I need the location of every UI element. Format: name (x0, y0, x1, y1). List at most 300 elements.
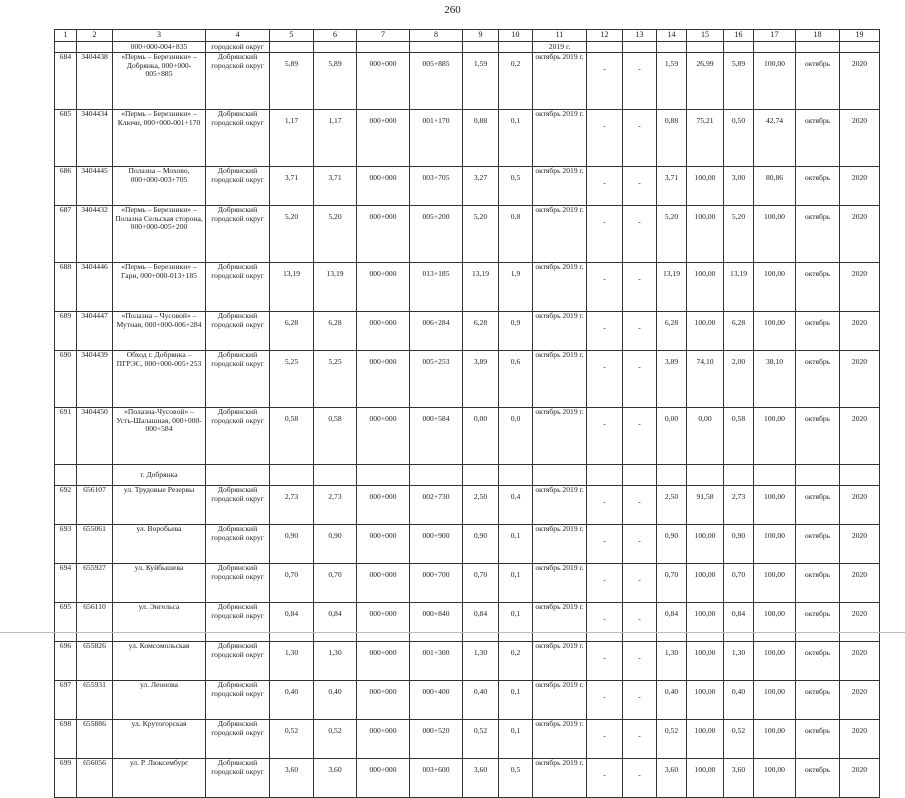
dash-cell: - (587, 603, 623, 642)
length-cell: 0,70 (270, 564, 314, 603)
dash-cell: - (623, 564, 657, 603)
dash-cell: - (587, 486, 623, 525)
table-cell (754, 42, 796, 53)
normative-percent-cell: 100,00 (687, 603, 724, 642)
normative-length-cell: 0,88 (657, 110, 687, 167)
column-header: 6 (314, 30, 357, 42)
km-start-cell: 000+000 (357, 759, 410, 798)
table-cell (357, 42, 410, 53)
dash-cell: - (587, 681, 623, 720)
repair-cost-cell: 0,4 (499, 486, 533, 525)
repair-length-cell: 6,28 (463, 312, 499, 351)
km-end-cell: 000+584 (410, 408, 463, 465)
km-start-cell: 000+000 (357, 681, 410, 720)
target-month-cell: октябрь (796, 759, 840, 798)
normative-length-cell: 3,60 (657, 759, 687, 798)
normative-percent-cell: 100,00 (687, 312, 724, 351)
repair-length-cell: 0,70 (463, 564, 499, 603)
normative-percent-target-cell: 100,00 (754, 564, 796, 603)
table-row (55, 53, 880, 110)
row-number-cell: 687 (55, 206, 77, 263)
month-cell: октябрь 2019 г. (533, 486, 587, 525)
normative-percent-cell: 0,00 (687, 408, 724, 465)
length-cell: 2,73 (270, 486, 314, 525)
length-total-cell: 0,70 (314, 564, 357, 603)
length-cell: 1,30 (270, 642, 314, 681)
km-end-cell: 005+200 (410, 206, 463, 263)
column-header: 18 (796, 30, 840, 42)
normative-percent-target-cell: 38,10 (754, 351, 796, 408)
length-total-cell: 5,20 (314, 206, 357, 263)
column-header: 7 (357, 30, 410, 42)
district-cell: Добрянский городской округ (206, 110, 270, 167)
normative-length-cell: 13,19 (657, 263, 687, 312)
column-header: 17 (754, 30, 796, 42)
table-row (55, 351, 880, 408)
normative-percent-cell: 100,00 (687, 564, 724, 603)
km-start-cell: 000+000 (357, 408, 410, 465)
row-number-cell: 689 (55, 312, 77, 351)
target-month-cell: октябрь (796, 53, 840, 110)
length-cell: 5,89 (270, 53, 314, 110)
dash-cell: - (587, 564, 623, 603)
dash-cell: - (623, 53, 657, 110)
repair-cost-cell: 0,1 (499, 603, 533, 642)
normative-percent-target-cell: 100,00 (754, 720, 796, 759)
page-bottom-rule (0, 632, 905, 633)
normative-length-target-cell: 0,52 (724, 720, 754, 759)
dash-cell: - (623, 759, 657, 798)
district-cell: Добрянский городской округ (206, 759, 270, 798)
table-row (55, 206, 880, 263)
normative-length-target-cell: 3,60 (724, 759, 754, 798)
road-name-cell: Полазна – Мохово, 000+000-003+705 (113, 167, 206, 206)
target-month-cell: октябрь (796, 720, 840, 759)
dash-cell: - (623, 525, 657, 564)
table-row (55, 525, 880, 564)
road-name-cell: 000+000-004+835 (113, 42, 206, 53)
table-row (55, 759, 880, 798)
normative-length-target-cell: 3,00 (724, 167, 754, 206)
table-cell (754, 465, 796, 486)
row-number-cell: 684 (55, 53, 77, 110)
length-cell: 3,71 (270, 167, 314, 206)
row-number-cell: 699 (55, 759, 77, 798)
dash-cell: - (623, 206, 657, 263)
repair-length-cell: 0,88 (463, 110, 499, 167)
target-month-cell: октябрь (796, 564, 840, 603)
target-month-cell: октябрь (796, 525, 840, 564)
table-cell (687, 465, 724, 486)
normative-percent-cell: 75,21 (687, 110, 724, 167)
normative-percent-target-cell: 100,00 (754, 603, 796, 642)
column-header: 19 (840, 30, 880, 42)
row-number-cell: 694 (55, 564, 77, 603)
column-header: 8 (410, 30, 463, 42)
km-start-cell: 000+000 (357, 263, 410, 312)
target-month-cell: октябрь (796, 263, 840, 312)
district-cell: Добрянский городской округ (206, 53, 270, 110)
repair-cost-cell: 0,8 (499, 206, 533, 263)
district-cell: Добрянский городской округ (206, 603, 270, 642)
road-name-cell: ул. Р. Люксембург (113, 759, 206, 798)
repair-length-cell: 1,59 (463, 53, 499, 110)
table-cell (587, 42, 623, 53)
dash-cell: - (587, 167, 623, 206)
table-cell (533, 465, 587, 486)
table-cell (499, 42, 533, 53)
column-header: 14 (657, 30, 687, 42)
road-id-cell: 655061 (77, 525, 113, 564)
target-year-cell: 2020 (840, 408, 880, 465)
table-cell (657, 465, 687, 486)
km-start-cell: 000+000 (357, 53, 410, 110)
normative-percent-cell: 100,00 (687, 525, 724, 564)
target-year-cell: 2020 (840, 759, 880, 798)
km-start-cell: 000+000 (357, 603, 410, 642)
repair-length-cell: 5,20 (463, 206, 499, 263)
table-cell (724, 42, 754, 53)
normative-length-cell: 0,52 (657, 720, 687, 759)
table-cell (687, 42, 724, 53)
table-row (55, 603, 880, 642)
column-header: 16 (724, 30, 754, 42)
km-end-cell: 000+840 (410, 603, 463, 642)
normative-length-cell: 5,20 (657, 206, 687, 263)
month-cell: октябрь 2019 г. (533, 681, 587, 720)
normative-length-target-cell: 5,89 (724, 53, 754, 110)
normative-percent-target-cell: 100,00 (754, 312, 796, 351)
normative-percent-cell: 100,00 (687, 206, 724, 263)
road-id-cell: 656110 (77, 603, 113, 642)
repair-length-cell: 13,19 (463, 263, 499, 312)
length-total-cell: 0,84 (314, 603, 357, 642)
normative-length-cell: 0,40 (657, 681, 687, 720)
section-title: г. Добрянка (113, 465, 206, 486)
road-id-cell: 3404438 (77, 53, 113, 110)
month-cell: октябрь 2019 г. (533, 167, 587, 206)
length-cell: 0,58 (270, 408, 314, 465)
length-cell: 0,52 (270, 720, 314, 759)
row-number-cell: 686 (55, 167, 77, 206)
dash-cell: - (623, 263, 657, 312)
dash-cell: - (587, 206, 623, 263)
km-end-cell: 006+284 (410, 312, 463, 351)
normative-percent-target-cell: 42,74 (754, 110, 796, 167)
repair-cost-cell: 0,9 (499, 312, 533, 351)
road-registry-table (54, 29, 880, 798)
repair-cost-cell: 0,1 (499, 110, 533, 167)
normative-length-cell: 0,00 (657, 408, 687, 465)
table-cell (270, 465, 314, 486)
road-id-cell: 3404447 (77, 312, 113, 351)
km-start-cell: 000+000 (357, 642, 410, 681)
month-cell: 2019 г. (533, 42, 587, 53)
table-cell (410, 465, 463, 486)
dash-cell: - (623, 110, 657, 167)
road-id-cell: 3404446 (77, 263, 113, 312)
km-start-cell: 000+000 (357, 206, 410, 263)
length-cell: 0,90 (270, 525, 314, 564)
target-month-cell: октябрь (796, 206, 840, 263)
row-number-cell: 692 (55, 486, 77, 525)
length-total-cell: 0,58 (314, 408, 357, 465)
normative-length-target-cell: 0,84 (724, 603, 754, 642)
table-cell (840, 465, 880, 486)
normative-percent-target-cell: 100,00 (754, 53, 796, 110)
normative-percent-target-cell: 100,00 (754, 408, 796, 465)
month-cell: октябрь 2019 г. (533, 564, 587, 603)
target-year-cell: 2020 (840, 312, 880, 351)
repair-length-cell: 1,30 (463, 642, 499, 681)
target-year-cell: 2020 (840, 642, 880, 681)
km-start-cell: 000+000 (357, 720, 410, 759)
column-header: 10 (499, 30, 533, 42)
district-cell: Добрянский городской округ (206, 525, 270, 564)
row-number-cell: 693 (55, 525, 77, 564)
normative-percent-target-cell: 100,00 (754, 525, 796, 564)
length-cell: 3,60 (270, 759, 314, 798)
km-start-cell: 000+000 (357, 167, 410, 206)
normative-length-target-cell: 0,90 (724, 525, 754, 564)
length-total-cell: 1,17 (314, 110, 357, 167)
normative-length-target-cell: 0,70 (724, 564, 754, 603)
district-cell: Добрянский городской округ (206, 681, 270, 720)
dash-cell: - (587, 525, 623, 564)
table-cell (623, 42, 657, 53)
target-month-cell: октябрь (796, 110, 840, 167)
km-end-cell: 013+185 (410, 263, 463, 312)
km-end-cell: 000+900 (410, 525, 463, 564)
district-cell: Добрянский городской округ (206, 720, 270, 759)
repair-length-cell: 0,40 (463, 681, 499, 720)
month-cell: октябрь 2019 г. (533, 603, 587, 642)
column-header: 5 (270, 30, 314, 42)
normative-length-cell: 3,71 (657, 167, 687, 206)
target-month-cell: октябрь (796, 681, 840, 720)
km-end-cell: 003+600 (410, 759, 463, 798)
dash-cell: - (587, 642, 623, 681)
table-cell (657, 42, 687, 53)
repair-cost-cell: 0,0 (499, 408, 533, 465)
district-cell: Добрянский городской округ (206, 263, 270, 312)
column-header: 15 (687, 30, 724, 42)
table-cell (840, 42, 880, 53)
month-cell: октябрь 2019 г. (533, 759, 587, 798)
month-cell: октябрь 2019 г. (533, 110, 587, 167)
repair-length-cell: 3,60 (463, 759, 499, 798)
km-start-cell: 000+000 (357, 312, 410, 351)
length-total-cell: 5,25 (314, 351, 357, 408)
normative-percent-cell: 74,10 (687, 351, 724, 408)
length-cell: 13,19 (270, 263, 314, 312)
table-row (55, 408, 880, 465)
road-id-cell: 655927 (77, 564, 113, 603)
road-id-cell: 3404445 (77, 167, 113, 206)
normative-percent-cell: 100,00 (687, 681, 724, 720)
repair-length-cell: 0,84 (463, 603, 499, 642)
repair-cost-cell: 0,1 (499, 564, 533, 603)
repair-length-cell: 3,27 (463, 167, 499, 206)
normative-percent-cell: 100,00 (687, 167, 724, 206)
page-number: 260 (444, 4, 461, 16)
normative-length-cell: 0,70 (657, 564, 687, 603)
table-cell (357, 465, 410, 486)
table-cell (499, 465, 533, 486)
column-header: 3 (113, 30, 206, 42)
road-name-cell: ул. Комсомольская (113, 642, 206, 681)
district-cell: Добрянский городской округ (206, 167, 270, 206)
km-end-cell: 005+253 (410, 351, 463, 408)
repair-length-cell: 0,00 (463, 408, 499, 465)
repair-cost-cell: 0,1 (499, 681, 533, 720)
row-number-cell: 695 (55, 603, 77, 642)
target-year-cell: 2020 (840, 110, 880, 167)
target-year-cell: 2020 (840, 351, 880, 408)
normative-length-cell: 1,30 (657, 642, 687, 681)
district-cell: Добрянский городской округ (206, 206, 270, 263)
table-cell (410, 42, 463, 53)
table-row (55, 642, 880, 681)
table-cell (796, 465, 840, 486)
normative-length-target-cell: 2,73 (724, 486, 754, 525)
target-year-cell: 2020 (840, 486, 880, 525)
normative-percent-target-cell: 100,00 (754, 759, 796, 798)
dash-cell: - (623, 486, 657, 525)
normative-percent-cell: 100,00 (687, 759, 724, 798)
length-cell: 1,17 (270, 110, 314, 167)
table-cell (463, 465, 499, 486)
column-header: 11 (533, 30, 587, 42)
road-id-cell: 3404434 (77, 110, 113, 167)
dash-cell: - (623, 720, 657, 759)
dash-cell: - (587, 312, 623, 351)
month-cell: октябрь 2019 г. (533, 525, 587, 564)
length-total-cell: 0,52 (314, 720, 357, 759)
dash-cell: - (623, 408, 657, 465)
target-year-cell: 2020 (840, 53, 880, 110)
row-number-cell: 691 (55, 408, 77, 465)
repair-cost-cell: 1,9 (499, 263, 533, 312)
normative-length-target-cell: 2,00 (724, 351, 754, 408)
column-header: 2 (77, 30, 113, 42)
repair-cost-cell: 0,5 (499, 759, 533, 798)
table-cell (77, 465, 113, 486)
dash-cell: - (587, 720, 623, 759)
table-row (55, 110, 880, 167)
road-id-cell: 655931 (77, 681, 113, 720)
district-cell: Добрянский городской округ (206, 312, 270, 351)
dash-cell: - (587, 263, 623, 312)
table-cell (587, 465, 623, 486)
district-cell: Добрянский городской округ (206, 642, 270, 681)
normative-length-cell: 6,28 (657, 312, 687, 351)
repair-length-cell: 0,52 (463, 720, 499, 759)
month-cell: октябрь 2019 г. (533, 53, 587, 110)
table-cell (206, 465, 270, 486)
month-cell: октябрь 2019 г. (533, 263, 587, 312)
length-total-cell: 6,28 (314, 312, 357, 351)
table-cell (314, 42, 357, 53)
normative-percent-cell: 91,58 (687, 486, 724, 525)
normative-percent-target-cell: 100,00 (754, 642, 796, 681)
km-end-cell: 000+700 (410, 564, 463, 603)
normative-length-cell: 1,59 (657, 53, 687, 110)
km-start-cell: 000+000 (357, 486, 410, 525)
district-cell: Добрянский городской округ (206, 486, 270, 525)
length-cell: 6,28 (270, 312, 314, 351)
normative-percent-target-cell: 100,00 (754, 263, 796, 312)
table-row (55, 486, 880, 525)
length-cell: 0,40 (270, 681, 314, 720)
normative-length-target-cell: 5,20 (724, 206, 754, 263)
normative-length-target-cell: 0,58 (724, 408, 754, 465)
target-year-cell: 2020 (840, 564, 880, 603)
road-name-cell: ул. Крутогорская (113, 720, 206, 759)
length-total-cell: 13,19 (314, 263, 357, 312)
table-row (55, 263, 880, 312)
road-name-cell: ул. Леонова (113, 681, 206, 720)
normative-percent-cell: 100,00 (687, 642, 724, 681)
column-header: 13 (623, 30, 657, 42)
normative-length-target-cell: 6,28 (724, 312, 754, 351)
road-name-cell: «Пермь – Березники» – Гари, 000+000-013+185 (113, 263, 206, 312)
dash-cell: - (623, 167, 657, 206)
district-cell: городской округ (206, 42, 270, 53)
target-month-cell: октябрь (796, 312, 840, 351)
column-number-header-row (55, 30, 880, 42)
target-year-cell: 2020 (840, 263, 880, 312)
km-end-cell: 003+705 (410, 167, 463, 206)
table-cell (55, 42, 77, 53)
month-cell: октябрь 2019 г. (533, 351, 587, 408)
dash-cell: - (623, 312, 657, 351)
road-id-cell: 656056 (77, 759, 113, 798)
road-name-cell: ул. Куйбышева (113, 564, 206, 603)
km-end-cell: 001+300 (410, 642, 463, 681)
table-cell (623, 465, 657, 486)
road-name-cell: ул. Воробьева (113, 525, 206, 564)
target-year-cell: 2020 (840, 720, 880, 759)
length-total-cell: 3,71 (314, 167, 357, 206)
normative-percent-target-cell: 100,00 (754, 486, 796, 525)
table-cell (77, 42, 113, 53)
column-header: 4 (206, 30, 270, 42)
row-number-cell: 685 (55, 110, 77, 167)
row-number-cell: 690 (55, 351, 77, 408)
km-start-cell: 000+000 (357, 110, 410, 167)
normative-percent-target-cell: 100,00 (754, 206, 796, 263)
table-row (55, 312, 880, 351)
road-name-cell: «Пермь – Березники» – Ключи, 000+000-001+170 (113, 110, 206, 167)
normative-percent-cell: 100,00 (687, 263, 724, 312)
column-header: 1 (55, 30, 77, 42)
dash-cell: - (623, 681, 657, 720)
table-cell (270, 42, 314, 53)
month-cell: октябрь 2019 г. (533, 720, 587, 759)
table-cell (55, 465, 77, 486)
length-total-cell: 1,30 (314, 642, 357, 681)
table-row (55, 720, 880, 759)
month-cell: октябрь 2019 г. (533, 206, 587, 263)
dash-cell: - (587, 110, 623, 167)
length-total-cell: 3,60 (314, 759, 357, 798)
normative-length-cell: 2,50 (657, 486, 687, 525)
dash-cell: - (623, 642, 657, 681)
table-row (55, 564, 880, 603)
normative-length-target-cell: 0,50 (724, 110, 754, 167)
road-name-cell: «Полазна-Чусовой» – Усть-Шалашная, 000+000-000+584 (113, 408, 206, 465)
